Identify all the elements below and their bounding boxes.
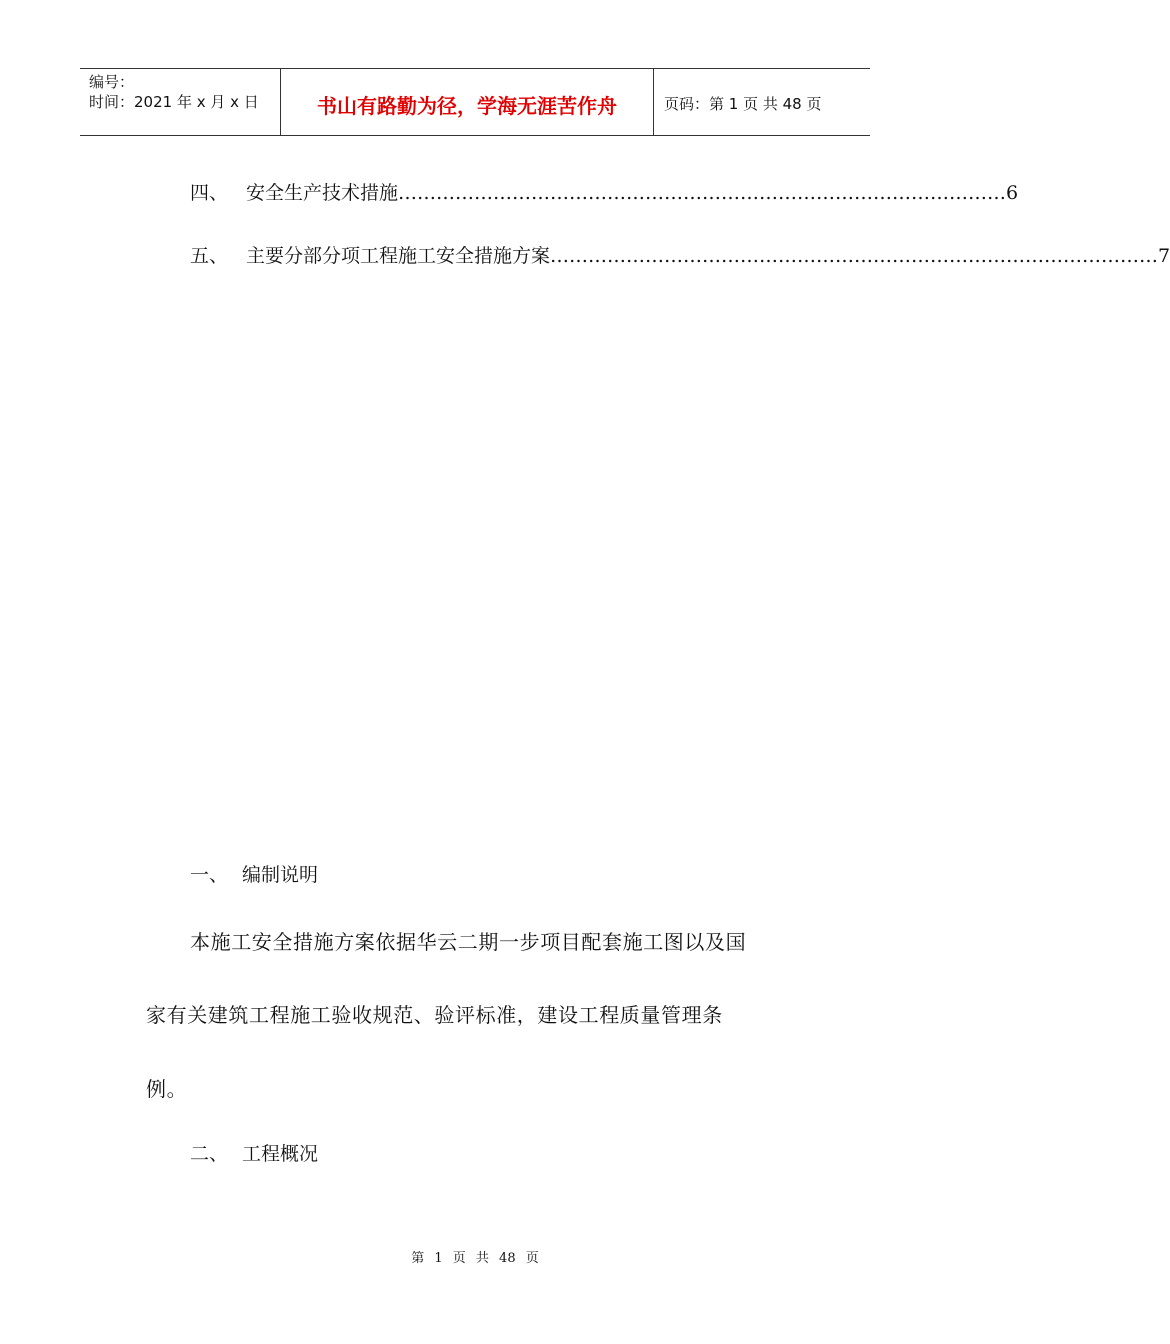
toc-entry-page: 7: [1158, 245, 1170, 267]
toc-entry[interactable]: [190, 241, 1170, 268]
section-heading: [190, 860, 318, 887]
serial-number-label: 编号：: [89, 73, 135, 91]
toc-leader-dots: ……………………………………………………………………………………: [398, 182, 1007, 204]
toc-entry-title: 安全生产技术措施: [246, 182, 399, 204]
header-motto: 书山有路勤为径，学海无涯苦作舟: [281, 69, 654, 135]
toc-entry-number: 五、: [190, 245, 229, 267]
section-title: 工程概况: [242, 1143, 319, 1165]
toc-leader-dots: ……………………………………………………………………………………: [550, 245, 1159, 267]
toc-entry-number: 四、: [190, 182, 229, 204]
header-meta-cell: [80, 69, 281, 135]
paragraph-line: 例。: [146, 1077, 188, 1101]
paragraph-line: 本施工安全措施方案依据华云二期一步项目配套施工图以及国: [190, 930, 747, 954]
section-heading: [190, 1139, 318, 1166]
header-page-info: 页码：第 1 页 共 48 页: [664, 94, 822, 113]
document-header: [80, 68, 870, 136]
toc-entry-page: 6: [1006, 182, 1019, 204]
paragraph-line: 家有关建筑工程施工验收规范、验评标准，建设工程质量管理条: [146, 1003, 723, 1027]
toc-entry[interactable]: [190, 178, 1019, 205]
section-number: 二、: [190, 1143, 229, 1165]
date-label: 时间：2021 年 x 月 x 日: [89, 93, 259, 111]
section-title: 编制说明: [242, 864, 319, 886]
section-number: 一、: [190, 864, 229, 886]
page-footer: 第 1 页 共 48 页: [411, 1251, 539, 1266]
toc-entry-title: 主要分部分项工程施工安全措施方案: [246, 245, 551, 267]
